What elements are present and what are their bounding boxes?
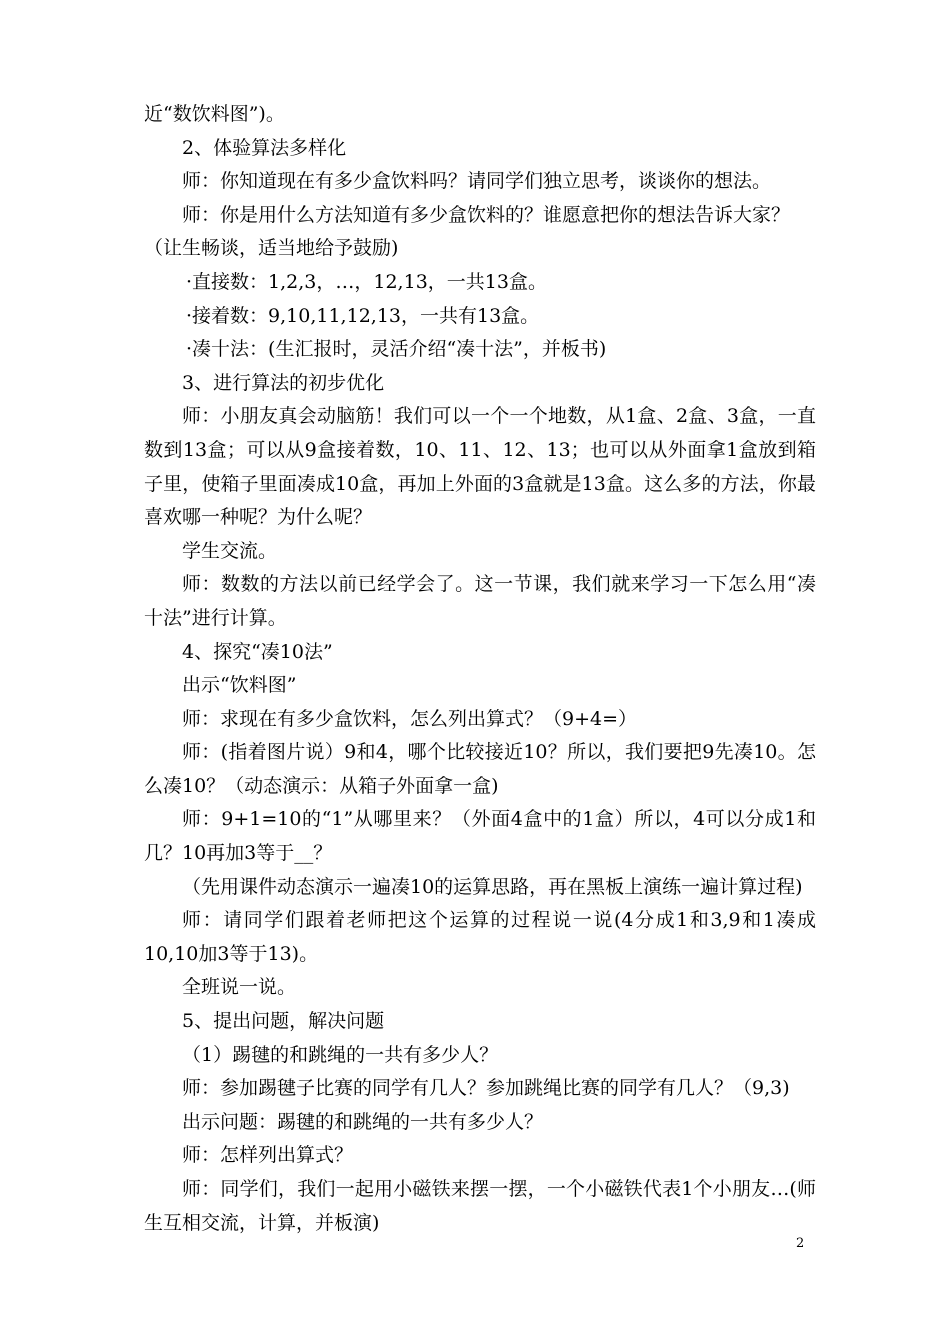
- paragraph: 师：你知道现在有多少盒饮料吗？请同学们独立思考，谈谈你的想法。: [182, 170, 772, 193]
- paragraph: 出示“饮料图”: [182, 674, 297, 697]
- paragraph: （先用课件动态演示一遍凑10的运算思路，再在黑板上演练一遍计算过程): [182, 875, 803, 898]
- paragraph: 出示问题：踢毽的和跳绳的一共有多少人？: [182, 1110, 544, 1133]
- paragraph: 近“数饮料图”)。: [144, 103, 285, 125]
- section-heading: 4、探究“凑10法”: [182, 640, 333, 663]
- document-body: [144, 98, 816, 1240]
- bullet-item: ·直接数：1,2,3，…，12,13，一共13盒。: [186, 270, 547, 293]
- bullet-item: ·接着数：9,10,11,12,13，一共有13盒。: [186, 304, 540, 327]
- paragraph: 师：9+1=10的“1”从哪里来？（外面4盒中的1盒）所以，4可以分成1和几？10再加3等于__？: [144, 808, 816, 865]
- bullet-item: ·凑十法：(生汇报时，灵活介绍“凑十法”，并板书): [186, 338, 607, 361]
- paragraph: （让生畅谈，适当地给予鼓励): [144, 237, 399, 260]
- paragraph: 师：(指着图片说）9和4，哪个比较接近10？所以，我们要把9先凑10。怎么凑10？（动态演示：从箱子外面拿一盒): [144, 741, 816, 797]
- paragraph: 师：请同学们跟着老师把这个运算的过程说一说(4分成1和3,9和1凑成10,10加3等于13)。: [144, 909, 816, 965]
- paragraph: 师：小朋友真会动脑筋！我们可以一个一个地数，从1盒、2盒、3盒，一直数到13盒；可以从9盒接着数，10、11、12、13；也可以从外面拿1盒放到箱子里，使箱子里面凑成10盒，再加上外面的3盒就是13盒。这么多的方法，你最喜欢哪一种呢？为什么呢？: [144, 405, 816, 529]
- paragraph: 师：同学们，我们一起用小磁铁来摆一摆，一个小磁铁代表1个小朋友…(师生互相交流，计算，并板演): [144, 1178, 816, 1234]
- paragraph: 师：你是用什么方法知道有多少盒饮料的？谁愿意把你的想法告诉大家？: [182, 203, 791, 226]
- section-heading: 3、进行算法的初步优化: [182, 371, 385, 394]
- section-heading: 2、体验算法多样化: [182, 136, 347, 159]
- paragraph: 全班说一说。: [182, 976, 297, 999]
- paragraph: 学生交流。: [182, 539, 278, 562]
- paragraph: 师：参加踢毽子比赛的同学有几人？参加跳绳比赛的同学有几人？（9,3): [182, 1077, 790, 1100]
- paragraph: 师：数数的方法以前已经学会了。这一节课，我们就来学习一下怎么用“凑十法”进行计算。: [144, 573, 816, 629]
- paragraph: 师：求现在有多少盒饮料，怎么列出算式？（9+4=）: [182, 707, 638, 730]
- paragraph: 师：怎样列出算式？: [182, 1144, 354, 1167]
- paragraph: （1）踢毽的和跳绳的一共有多少人？: [182, 1043, 499, 1066]
- page-number: 2: [796, 1236, 805, 1251]
- section-heading: 5、提出问题，解决问题: [182, 1010, 385, 1033]
